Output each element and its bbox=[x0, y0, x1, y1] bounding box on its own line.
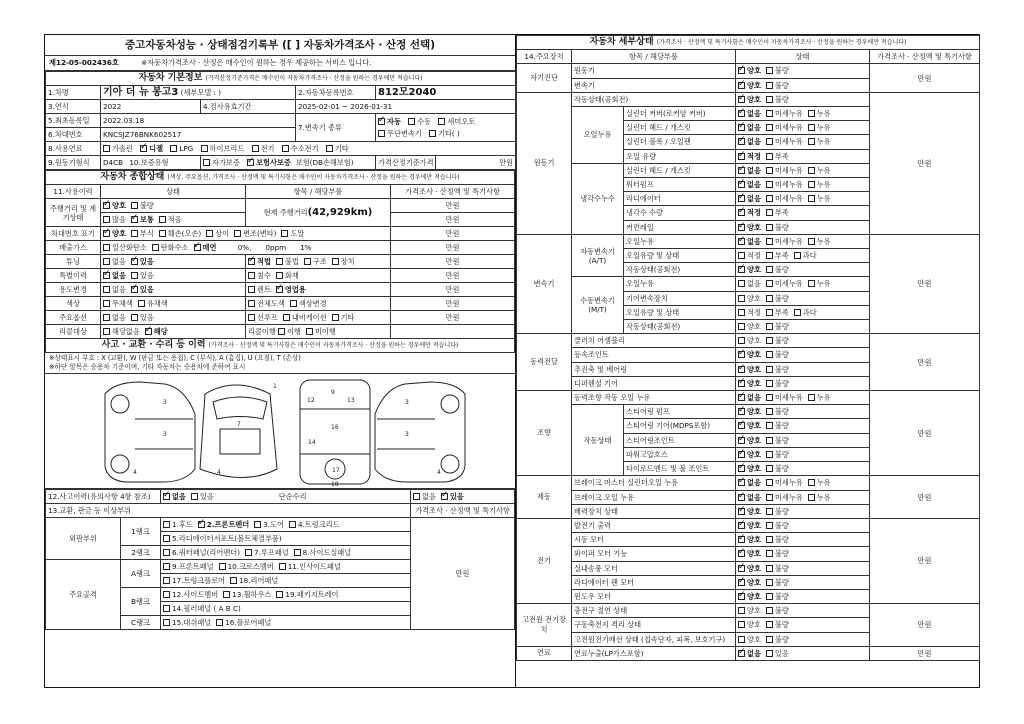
status-cell: ✓ 없음 미세누유 누유 bbox=[736, 192, 870, 206]
item-label: 실내송풍 모터 bbox=[572, 561, 736, 575]
group-label: 제동 bbox=[517, 476, 572, 519]
detail-rows bbox=[517, 64, 980, 661]
sub-label: 작동상태 bbox=[572, 405, 624, 476]
checkbox[interactable] bbox=[738, 536, 745, 543]
service-note: ※자동차가격조사 · 산정은 매수인이 원하는 경우 제공하는 서비스 입니다. bbox=[141, 58, 372, 67]
engine-cell: D4CB 10.보증유형 bbox=[101, 156, 201, 170]
item-label: 등속조인트 bbox=[572, 348, 736, 362]
car-damage-diagram bbox=[45, 374, 515, 489]
detail-bar: 자동차 세부상태 (가격조사 · 산정액 및 특기사항은 매수인이 자동차가격조사 · 산정을 원하는 경우에만 적습니다) bbox=[517, 36, 980, 50]
checkbox[interactable] bbox=[738, 621, 745, 628]
form-title: 중고자동차성능 · 상태점검기록부 ([ ] 자동차가격조사 · 산정 선택) bbox=[45, 35, 515, 56]
item-label: 작동상태(공회전) bbox=[572, 92, 736, 106]
price-cell: 만원 bbox=[870, 64, 980, 92]
checkbox[interactable] bbox=[766, 67, 773, 74]
item-label: 스티어링조인트 bbox=[624, 433, 736, 447]
status-cell: ✓ 양호 불량 bbox=[736, 348, 870, 362]
item-label: 추진축 및 베어링 bbox=[572, 362, 736, 376]
status-cell: ✓ 양호 불량 bbox=[736, 561, 870, 575]
checkbox[interactable] bbox=[738, 67, 745, 74]
basic-info-bar: 자동차 기본정보 (가격산정기준가격은 매수인이 자동차가격조사 · 산정을 원하는 경우에만 적습니다) bbox=[46, 72, 516, 86]
item-label: 오일누유 bbox=[624, 277, 736, 291]
svg-text:1: 1 bbox=[273, 383, 277, 390]
checkbox[interactable] bbox=[766, 366, 773, 373]
checkbox[interactable] bbox=[738, 380, 745, 387]
inspect-label: 4.검사유효기간 bbox=[201, 100, 296, 114]
car-outline-icon bbox=[45, 374, 514, 488]
status-cell: ✓ 양호 불량 bbox=[736, 405, 870, 419]
svg-text:18: 18 bbox=[331, 481, 339, 488]
group-label: 고전원 전기장치 bbox=[517, 604, 572, 647]
svg-text:3: 3 bbox=[163, 431, 167, 438]
checkbox[interactable] bbox=[738, 465, 745, 472]
item-label: 작동상태(공회전) bbox=[624, 263, 736, 277]
checkbox[interactable] bbox=[766, 124, 773, 131]
checkbox[interactable] bbox=[766, 479, 773, 486]
status-cell: ✓ 양호 불량 bbox=[736, 533, 870, 547]
left-column bbox=[45, 35, 516, 687]
checkbox[interactable] bbox=[766, 550, 773, 557]
checkbox[interactable] bbox=[738, 607, 745, 614]
checkbox[interactable] bbox=[766, 138, 773, 145]
item-label: 배력장치 상태 bbox=[572, 504, 736, 518]
checkbox[interactable] bbox=[766, 394, 773, 401]
checkbox[interactable] bbox=[766, 96, 773, 103]
status-cell: 적정 부족 과다 bbox=[736, 249, 870, 263]
checkbox[interactable] bbox=[738, 394, 745, 401]
svg-text:3: 3 bbox=[163, 399, 167, 406]
svg-text:16: 16 bbox=[331, 424, 339, 431]
checkbox[interactable] bbox=[808, 110, 815, 117]
checkbox[interactable] bbox=[738, 494, 745, 501]
checkbox[interactable] bbox=[766, 351, 773, 358]
checkbox[interactable] bbox=[738, 508, 745, 515]
table-row bbox=[517, 92, 980, 106]
checkbox[interactable] bbox=[766, 209, 773, 216]
checkbox[interactable] bbox=[766, 167, 773, 174]
status-cell: ✓ 양호 불량 bbox=[736, 462, 870, 476]
checkbox[interactable] bbox=[808, 195, 815, 202]
item-label: 작동상태(공회전) bbox=[624, 320, 736, 334]
inspect-period: 2025-02-01 ~ 2026-01-31 bbox=[296, 100, 516, 114]
item-label: 타이로드엔드 및 볼 조인트 bbox=[624, 462, 736, 476]
svg-text:7: 7 bbox=[237, 421, 241, 428]
vin-label: 6.차대번호 bbox=[46, 128, 101, 142]
item-label: 시동 모터 bbox=[572, 533, 736, 547]
status-cell: ✓ 없음 미세누유 누유 bbox=[736, 476, 870, 490]
status-cell: ✓ 없음 미세누유 누유 bbox=[736, 490, 870, 504]
svg-text:4: 4 bbox=[437, 469, 441, 476]
status-cell: ✓ 양호 불량 bbox=[736, 64, 870, 78]
checkbox[interactable] bbox=[766, 280, 773, 287]
item-label: 실린더 커버(로커암 커버) bbox=[624, 107, 736, 121]
checkbox[interactable] bbox=[766, 522, 773, 529]
car-name: 기아 더 뉴 봉고3 bbox=[103, 87, 179, 98]
right-column bbox=[516, 35, 979, 687]
vin: KNCSJZ76BNK602517 bbox=[101, 128, 296, 142]
checkbox[interactable] bbox=[738, 479, 745, 486]
checkbox[interactable] bbox=[738, 138, 745, 145]
checkbox[interactable] bbox=[808, 138, 815, 145]
group-label: 전기 bbox=[517, 518, 572, 603]
status-cell: 양호 불량 bbox=[736, 632, 870, 646]
svg-text:3: 3 bbox=[405, 399, 409, 406]
status-cell: ✓ 없음 미세누유 누유 bbox=[736, 121, 870, 135]
status-cell: 적정 부족 과다 bbox=[736, 305, 870, 319]
checkbox[interactable] bbox=[738, 82, 745, 89]
checkbox[interactable] bbox=[808, 238, 815, 245]
status-cell: ✓ 양호 불량 bbox=[736, 419, 870, 433]
svg-text:12: 12 bbox=[307, 397, 315, 404]
fuel-label: 8.사용연료 bbox=[46, 142, 101, 156]
status-cell: ✓ 양호 불량 bbox=[736, 78, 870, 92]
checkbox[interactable] bbox=[766, 579, 773, 586]
checkbox[interactable] bbox=[766, 422, 773, 429]
checkbox[interactable] bbox=[766, 408, 773, 415]
checkbox[interactable] bbox=[738, 252, 745, 259]
svg-text:14: 14 bbox=[308, 439, 316, 446]
car-name-label: 1.차명 bbox=[46, 86, 101, 100]
item-label: 워터펌프 bbox=[624, 178, 736, 192]
checkbox[interactable] bbox=[766, 508, 773, 515]
item-label: 스티어링 펌프 bbox=[624, 405, 736, 419]
table-row bbox=[517, 476, 980, 490]
checkbox[interactable] bbox=[808, 280, 815, 287]
status-cell: ✓ 양호 불량 bbox=[736, 504, 870, 518]
reg-no: 812모2040 bbox=[376, 86, 516, 100]
repair-table: 12.사고이력(유의사항 4항 참조) ✓ 없음 있음 단순수리 없음✓ 있음 13.교환, 판금 등 이상부위 가격조사 · 산정액 및 특기사항 외판부위 1랭크 1.후드✓ 2.프론트펜더 3.도어 4.트렁크리드 만원 5.라디에이터서포트(볼트체결부품) 2랭크 6.쿼터패널(리어펜더) 7.루프패널 8.사이드실패널 주요골격 A랭크 9.프론트패널 10.크로스멤버 11.인사이드패널 17.트렁크플로어 18.리어패널 B랭크 12.사이드멤버 13.휠하우스 19.패키지트레이 14.필러패널 ( A B C) C랭크 15.대쉬패널 16.플로어패널 bbox=[45, 489, 515, 630]
checkbox[interactable] bbox=[738, 451, 745, 458]
accident-bar: 사고 · 교환 · 수리 등 이력 (가격조사 · 산정액 및 특기사항은 매수인이 자동차가격조사 · 산정을 원하는 경우에만 적습니다) bbox=[46, 339, 515, 353]
checkbox[interactable] bbox=[738, 124, 745, 131]
item-label: 와이퍼 모터 기능 bbox=[572, 547, 736, 561]
status-cell: ✓ 양호 불량 bbox=[736, 518, 870, 532]
checkbox[interactable] bbox=[766, 153, 773, 160]
svg-text:3: 3 bbox=[405, 431, 409, 438]
checkbox[interactable] bbox=[738, 565, 745, 572]
checkbox[interactable] bbox=[738, 550, 745, 557]
item-label: 오일유량 및 상태 bbox=[624, 305, 736, 319]
group-label: 변속기 bbox=[517, 234, 572, 333]
svg-text:4: 4 bbox=[217, 469, 221, 476]
status-cell: 양호 불량 bbox=[736, 291, 870, 305]
checkbox[interactable] bbox=[738, 153, 745, 160]
status-cell: ✓ 양호 불량 bbox=[736, 362, 870, 376]
status-cell: ✓ 없음 미세누유 누유 bbox=[736, 178, 870, 192]
price-cell: 만원 bbox=[870, 92, 980, 234]
checkbox[interactable] bbox=[766, 238, 773, 245]
checkbox[interactable] bbox=[766, 465, 773, 472]
checkbox[interactable] bbox=[766, 607, 773, 614]
checkbox[interactable] bbox=[766, 110, 773, 117]
summary-bar: 자동차 종합상태 (색상, 주요옵션, 가격조사 · 산정액 및 특기사항은 매수인이 자동차가격조사 · 산정을 원하는 경우에만 적습니다) bbox=[46, 171, 515, 185]
status-cell: 양호 불량 bbox=[736, 604, 870, 618]
checkbox[interactable] bbox=[766, 536, 773, 543]
price-cell: 만원 bbox=[870, 604, 980, 647]
checkbox[interactable] bbox=[766, 181, 773, 188]
item-label: 라디에이터 bbox=[624, 192, 736, 206]
item-label: 변속기 bbox=[572, 78, 736, 92]
sub-label: 오일누유 bbox=[572, 107, 624, 164]
item-label: 윈도우 모터 bbox=[572, 589, 736, 603]
item-label: 오일누유 bbox=[624, 234, 736, 248]
item-label: 연료누출(LP가스포함) bbox=[572, 646, 736, 660]
price-cell: 만원 bbox=[870, 391, 980, 476]
reg-no-label: 2.자동차등록번호 bbox=[296, 86, 376, 100]
item-label: 구동축전지 격리 상태 bbox=[572, 618, 736, 632]
sub-label: 냉각수누수 bbox=[572, 163, 624, 234]
svg-text:9: 9 bbox=[331, 389, 335, 396]
checkbox[interactable] bbox=[738, 309, 745, 316]
checkbox[interactable] bbox=[808, 494, 815, 501]
checkbox[interactable] bbox=[766, 494, 773, 501]
doc-number-row bbox=[45, 56, 515, 71]
checkbox[interactable] bbox=[766, 380, 773, 387]
status-cell: ✓ 없음 미세누유 누유 bbox=[736, 163, 870, 177]
status-cell: ✓ 양호 불량 bbox=[736, 447, 870, 461]
checkbox[interactable] bbox=[766, 309, 773, 316]
checkbox[interactable] bbox=[408, 118, 415, 125]
accident-legend: ※상태표시 부호 : X (교환), W (판금 또는 용접), C (부식), A (흠집), U (요철), T (손상) ※하단 항목은 승용차 기준이며, 기타 자동차는 승용차에 준하여 표시 bbox=[45, 353, 515, 374]
checkbox[interactable] bbox=[429, 130, 436, 137]
checkbox[interactable] bbox=[766, 252, 773, 259]
item-label: 실린더 헤드 / 개스킷 bbox=[624, 121, 736, 135]
item-label: 오일유량 및 상태 bbox=[624, 249, 736, 263]
checkbox[interactable] bbox=[738, 110, 745, 117]
detail-table: 자동차 세부상태 (가격조사 · 산정액 및 특기사항은 매수인이 자동차가격조사 · 산정을 원하는 경우에만 적습니다) 14.주요장치 항목 / 해당부품 상태 가격조사 · 산정액 및 특기사항 자기진단 원동기 ✓ 양호 불량 만원 변속기 ✓ 양호 불량 원동기 작동상태(공회전) ✓ 양호 불량 만원 오일누유 실린더 커버(로커암 커버) ✓ 없음 미세누유 누유 실린더 헤드 / 개스킷 ✓ 없음 미세누유 누유 실린더 블록 / 오일팬 ✓ 없음 미세누유 누유 오일 유량 ✓ 적정 부족 냉각수누수 실린더 헤드 / 개스킷 ✓ 없음 미세누유 누유 워터펌프 ✓ 없음 미세누유 누유 라디에이터 ✓ 없음 미세누유 누유 냉각수 수량 ✓ 적정 부족 커먼레일 ✓ 양호 불량 변속기 자동변속기 (A/T) 오일누유 ✓ 없음 미세누유 누유 만원 오일유량 및 상태 적정 부족 과다 작동상태(공회전) ✓ 양호 불량 수동변속기 (M/T) 오일누유 없음 미세누유 누유 기어변속장치 양호 불량 오일유량 및 상태 적정 부족 과다 작동상태(공회전) 양호 불량 동력전달 클러치 어셈블리 양호 불량 만원 등속조인트 ✓ 양호 불량 추진축 및 베어링 ✓ 양호 불량 디퍼렌셜 기어 ✓ 양호 불량 조향 동력조향 작동 오일 누유 ✓ 없음 미세누유 누유 만원 작동상태 스티어링 펌프 ✓ 양호 불량 스티어링 기어(MDPS포함) ✓ 양호 불량 스티어링조인트 ✓ 양호 불량 파워고압호스 ✓ 양호 불량 타이로드엔드 및 볼 조인트 ✓ 양호 불량 제동 브레이크 마스터 실린더오일 누유 ✓ 없음 미세누유 누유 만원 브레이크 오일 누유 ✓ 없음 미세누유 누유 배력장치 상태 ✓ 양호 불량 전기 발전기 출력 ✓ 양호 불량 만원 시동 모터 ✓ 양호 불량 와이퍼 모터 기능 ✓ 양호 불량 실내송풍 모터 ✓ 양호 불량 라디에이터 팬 모터 ✓ 양호 불량 윈도우 모터 ✓ 양호 불량 고전원 전기장치 충전구 절연 상태 양호 불량 만원 구동축전지 격리 상태 양호 불량 고전원전기배선 상태 (접속단자, 피복, 보호기구) 양호 불량 연료 연료누출(LP가스포함) ✓ 없음 있음 만원 bbox=[516, 35, 980, 661]
checkbox[interactable] bbox=[808, 394, 815, 401]
item-label: 브레이크 오일 누유 bbox=[572, 490, 736, 504]
checkbox[interactable] bbox=[766, 451, 773, 458]
svg-text:13: 13 bbox=[347, 397, 355, 404]
checkbox[interactable] bbox=[438, 118, 445, 125]
checkbox[interactable] bbox=[738, 408, 745, 415]
engine-label: 9.원동기형식 bbox=[46, 156, 101, 170]
checkbox[interactable] bbox=[738, 522, 745, 529]
status-cell: ✓ 양호 불량 bbox=[736, 575, 870, 589]
item-label: 기어변속장치 bbox=[624, 291, 736, 305]
checkbox[interactable] bbox=[738, 181, 745, 188]
checkbox[interactable] bbox=[808, 479, 815, 486]
checkbox[interactable] bbox=[738, 266, 745, 273]
checkbox[interactable] bbox=[766, 295, 773, 302]
item-label: 브레이크 마스터 실린더오일 누유 bbox=[572, 476, 736, 490]
group-label: 동력전달 bbox=[517, 334, 572, 391]
checkbox[interactable] bbox=[738, 351, 745, 358]
checkbox[interactable] bbox=[766, 337, 773, 344]
checkbox[interactable] bbox=[738, 366, 745, 373]
year-label: 3.연식 bbox=[46, 100, 101, 114]
first-reg-label: 5.최초등록일 bbox=[46, 114, 101, 128]
table-row bbox=[517, 334, 980, 348]
checkbox[interactable] bbox=[738, 224, 745, 231]
checkbox[interactable] bbox=[738, 167, 745, 174]
checkbox[interactable] bbox=[738, 209, 745, 216]
checkbox[interactable] bbox=[766, 437, 773, 444]
table-row bbox=[517, 391, 980, 405]
table-row bbox=[517, 234, 980, 248]
status-cell: ✓ 양호 불량 bbox=[736, 263, 870, 277]
status-cell: ✓ 양호 불량 bbox=[736, 547, 870, 561]
checkbox[interactable] bbox=[766, 266, 773, 273]
status-cell: 양호 불량 bbox=[736, 618, 870, 632]
checkbox[interactable] bbox=[738, 323, 745, 330]
status-cell: ✓ 양호 불량 bbox=[736, 433, 870, 447]
warranty-options: 자가보증 ✓ 보험사보증 보험(DB손해보험) bbox=[201, 156, 376, 170]
odometer-value: (42,929km) bbox=[307, 207, 373, 218]
checkbox[interactable] bbox=[808, 181, 815, 188]
status-cell: ✓ 적정 부족 bbox=[736, 206, 870, 220]
odometer-label: 주행거리 및 계기상태 bbox=[46, 199, 101, 227]
checkbox[interactable] bbox=[808, 167, 815, 174]
status-cell: ✓ 없음 미세누유 누유 bbox=[736, 135, 870, 149]
checkbox[interactable] bbox=[794, 309, 801, 316]
checkbox[interactable] bbox=[738, 579, 745, 586]
checkbox[interactable] bbox=[738, 238, 745, 245]
trans-label: 7.변속기 종류 bbox=[296, 114, 376, 142]
checkbox[interactable] bbox=[766, 636, 773, 643]
group-label: 원동기 bbox=[517, 92, 572, 234]
status-cell: ✓ 양호 불량 bbox=[736, 589, 870, 603]
checkbox[interactable] bbox=[738, 337, 745, 344]
status-cell: ✓ 양호 불량 bbox=[736, 92, 870, 106]
checkbox[interactable] bbox=[794, 252, 801, 259]
item-label: 동력조향 작동 오일 누유 bbox=[572, 391, 736, 405]
item-label: 고전원전기배선 상태 (접속단자, 피복, 보호기구) bbox=[572, 632, 736, 646]
sub-label: 수동변속기 (M/T) bbox=[572, 277, 624, 334]
status-cell: ✓ 양호 불량 bbox=[736, 220, 870, 234]
table-row bbox=[517, 518, 980, 532]
sub-label: 자동변속기 (A/T) bbox=[572, 234, 624, 277]
status-cell: 없음 미세누유 누유 bbox=[736, 277, 870, 291]
item-label: 파워고압호스 bbox=[624, 447, 736, 461]
checkbox[interactable] bbox=[738, 96, 745, 103]
checkbox[interactable] bbox=[766, 565, 773, 572]
group-label: 연료 bbox=[517, 646, 572, 660]
price-cell: 만원 bbox=[870, 334, 980, 391]
item-label: 디퍼렌셜 기어 bbox=[572, 376, 736, 390]
checkbox[interactable] bbox=[766, 195, 773, 202]
item-label: 커먼레일 bbox=[624, 220, 736, 234]
checkbox[interactable] bbox=[738, 280, 745, 287]
checkbox[interactable] bbox=[738, 295, 745, 302]
table-row bbox=[517, 646, 980, 660]
first-reg: 2022.03.18 bbox=[101, 114, 296, 128]
group-label: 조향 bbox=[517, 391, 572, 476]
checkbox[interactable] bbox=[766, 593, 773, 600]
basic-info-table: 자동차 기본정보 (가격산정기준가격은 매수인이 자동차가격조사 · 산정을 원하는 경우에만 적습니다) 1.차명 기아 더 뉴 봉고3 (세부모델 : ) 2.자동차등록번호 812모2040 3.연식 2022 4.검사유효기간 2025-02-01 ~ 2026-01-31 5.최초등록일 2022.03.18 7.변속기 종류 ✓자동 수동 세미오토 무단변속기 기타( ) 6.차대번호 KNCSJZ76BNK602517 8.사용연료 가솔린 ✓ 디젤 LPG 하이브리드 전기 수소전기 기타 9.원동기형식 D4CB 10.보증유형 자가보증 ✓ 보험사보증 보험(DB손해보험) 가격산정기준가격 만원 bbox=[45, 71, 516, 170]
price-cell: 만원 bbox=[870, 234, 980, 333]
checkbox[interactable] bbox=[808, 124, 815, 131]
checkbox[interactable] bbox=[738, 437, 745, 444]
table-row bbox=[517, 604, 980, 618]
item-label: 원동기 bbox=[572, 64, 736, 78]
status-cell: ✓ 양호 불량 bbox=[736, 376, 870, 390]
price-cell: 만원 bbox=[870, 518, 980, 603]
inspection-form bbox=[44, 34, 980, 688]
checkbox[interactable] bbox=[766, 650, 773, 657]
price-cell: 만원 bbox=[870, 476, 980, 519]
checkbox[interactable] bbox=[738, 650, 745, 657]
price-cell: 만원 bbox=[870, 646, 980, 660]
year: 2022 bbox=[101, 100, 201, 114]
fuel-options: 가솔린 ✓ 디젤 LPG 하이브리드 전기 수소전기 기타 bbox=[101, 142, 516, 156]
price-label: 가격산정기준가격 bbox=[376, 156, 436, 170]
item-label: 스티어링 기어(MDPS포함) bbox=[624, 419, 736, 433]
item-label: 오일 유량 bbox=[624, 149, 736, 163]
status-cell: 양호 불량 bbox=[736, 320, 870, 334]
item-label: 실린더 헤드 / 개스킷 bbox=[624, 163, 736, 177]
status-cell: ✓ 없음 미세누유 누유 bbox=[736, 107, 870, 121]
svg-text:4: 4 bbox=[133, 469, 137, 476]
item-label: 냉각수 수량 bbox=[624, 206, 736, 220]
checkbox[interactable] bbox=[738, 195, 745, 202]
item-label: 충전구 절연 상태 bbox=[572, 604, 736, 618]
checkbox-checked[interactable] bbox=[378, 118, 385, 125]
table-row bbox=[517, 64, 980, 78]
doc-number: 제12-05-002436호 bbox=[49, 58, 119, 67]
group-label: 자기진단 bbox=[517, 64, 572, 92]
status-cell: ✓ 없음 미세누유 누유 bbox=[736, 391, 870, 405]
checkbox[interactable] bbox=[766, 224, 773, 231]
checkbox[interactable] bbox=[738, 422, 745, 429]
status-cell: ✓ 없음 미세누유 누유 bbox=[736, 234, 870, 248]
trans-options: ✓자동 수동 세미오토 무단변속기 기타( ) bbox=[376, 114, 516, 142]
item-label: 라디에이터 팬 모터 bbox=[572, 575, 736, 589]
checkbox[interactable] bbox=[766, 621, 773, 628]
car-name-cell: 기아 더 뉴 봉고3 (세부모델 : ) bbox=[101, 86, 296, 100]
checkbox[interactable] bbox=[766, 82, 773, 89]
checkbox[interactable] bbox=[738, 593, 745, 600]
status-cell: 양호 불량 bbox=[736, 334, 870, 348]
checkbox[interactable] bbox=[766, 323, 773, 330]
item-label: 실린더 블록 / 오일팬 bbox=[624, 135, 736, 149]
svg-text:17: 17 bbox=[332, 467, 340, 474]
summary-table: 자동차 종합상태 (색상, 주요옵션, 가격조사 · 산정액 및 특기사항은 매수인이 자동차가격조사 · 산정을 원하는 경우에만 적습니다) 11.사용이력 상태 항목 / 해당부품 가격조사 · 산정액 및 특기사항 주행거리 및 계기상태 ✓양호 불량 현재 주행거리(42,929km) 만원 많음✓ 보통 적음 만원 차대번호 표기 ✓ 양호 부식 훼손(오손) 상이 변조(변타) 도말 만원 배출가스 일산화탄소 탄화수소✓ 매연 0%, 0ppm 1% 만원 튜닝 없음✓ 있음 ✓ 적법 불법 구조 장치 만원 특별이력 ✓ 없음 있음 침수 화재 만원 용도변경 없음✓ 있음 렌트✓ 영업용 만원 색상 무채색 유채색 전체도색 색상변경 만원 주요옵션 없음 있음 선루프 내비게이션 기타 만원 리콜대상 해당없음✓ 해당 리콜이행 이행 미이행 사고 · 교환 · 수리 등 이력 (가격조사 · 산정액 및 특기사항은 매수인이 자동차가격조사 · 산정을 원하는 경우에만 적습니다) bbox=[45, 170, 515, 353]
checkbox[interactable] bbox=[738, 636, 745, 643]
item-label: 발전기 출력 bbox=[572, 518, 736, 532]
item-label: 클러치 어셈블리 bbox=[572, 334, 736, 348]
status-cell: ✓ 적정 부족 bbox=[736, 149, 870, 163]
checkbox[interactable] bbox=[378, 130, 385, 137]
status-cell: ✓ 없음 있음 bbox=[736, 646, 870, 660]
